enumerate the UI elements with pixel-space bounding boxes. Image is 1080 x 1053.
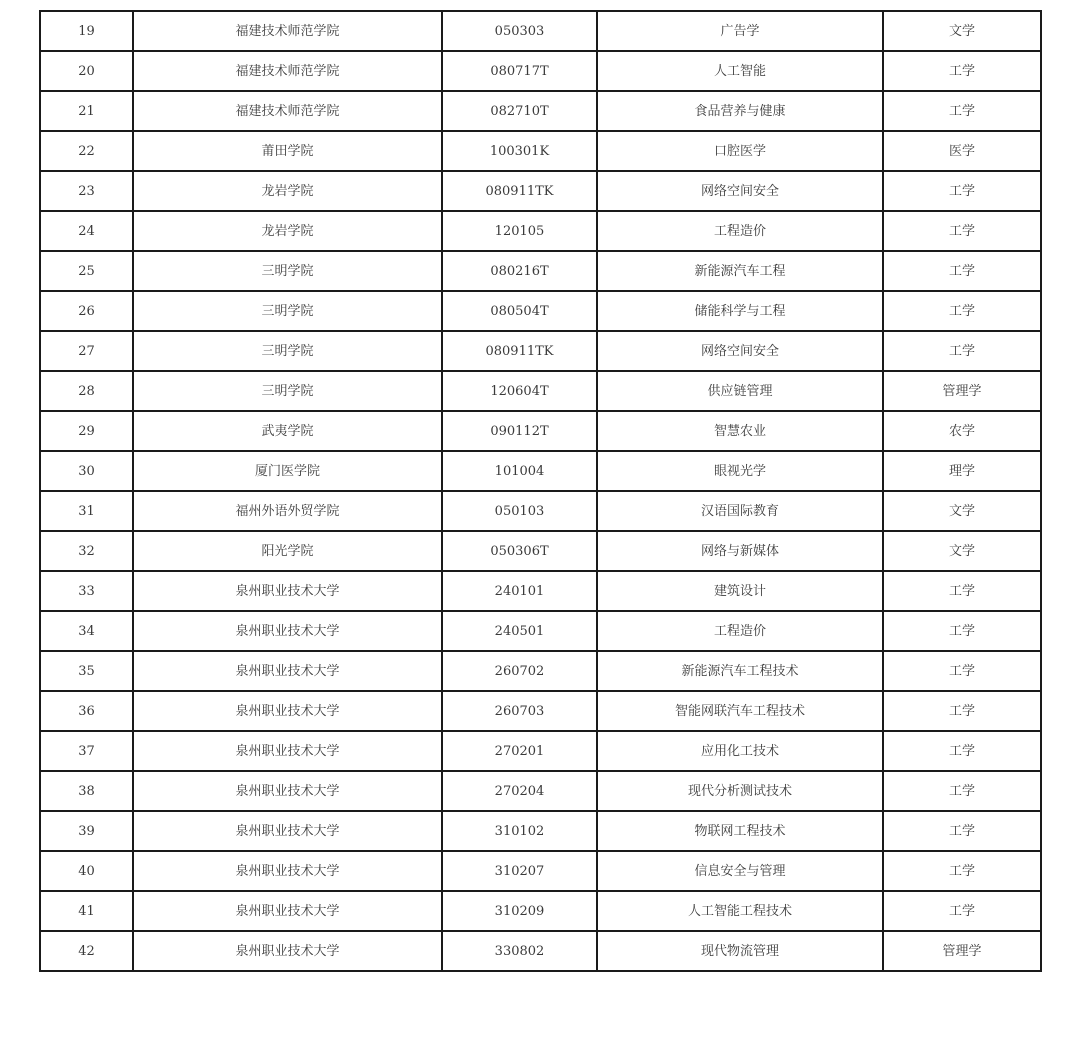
table-row — [40, 931, 1041, 971]
row-number-cell: 40 — [40, 851, 133, 891]
row-number-cell: 22 — [40, 131, 133, 171]
row-number-cell: 29 — [40, 411, 133, 451]
major-name-cell: 物联网工程技术 — [597, 811, 883, 851]
major-code-cell: 100301K — [442, 131, 597, 171]
table-row — [40, 571, 1041, 611]
school-name-cell: 泉州职业技术大学 — [133, 931, 442, 971]
major-code-cell: 080717T — [442, 51, 597, 91]
row-number-cell: 25 — [40, 251, 133, 291]
major-code-cell: 310207 — [442, 851, 597, 891]
row-number-cell: 38 — [40, 771, 133, 811]
school-name-cell: 福建技术师范学院 — [133, 51, 442, 91]
majors-table-body — [40, 11, 1041, 971]
discipline-category-cell: 理学 — [883, 451, 1041, 491]
table-row — [40, 731, 1041, 771]
major-code-cell: 080911TK — [442, 171, 597, 211]
major-name-cell: 现代物流管理 — [597, 931, 883, 971]
row-number-cell: 27 — [40, 331, 133, 371]
major-name-cell: 供应链管理 — [597, 371, 883, 411]
major-name-cell: 口腔医学 — [597, 131, 883, 171]
table-row — [40, 611, 1041, 651]
major-code-cell: 101004 — [442, 451, 597, 491]
school-name-cell: 泉州职业技术大学 — [133, 811, 442, 851]
major-name-cell: 网络与新媒体 — [597, 531, 883, 571]
major-code-cell: 120105 — [442, 211, 597, 251]
major-code-cell: 240101 — [442, 571, 597, 611]
table-row — [40, 51, 1041, 91]
major-name-cell: 工程造价 — [597, 611, 883, 651]
major-name-cell: 智能网联汽车工程技术 — [597, 691, 883, 731]
major-code-cell: 080911TK — [442, 331, 597, 371]
major-name-cell: 建筑设计 — [597, 571, 883, 611]
school-name-cell: 泉州职业技术大学 — [133, 731, 442, 771]
majors-table — [39, 10, 1042, 972]
major-name-cell: 现代分析测试技术 — [597, 771, 883, 811]
school-name-cell: 三明学院 — [133, 251, 442, 291]
major-code-cell: 310209 — [442, 891, 597, 931]
school-name-cell: 龙岩学院 — [133, 171, 442, 211]
discipline-category-cell: 管理学 — [883, 371, 1041, 411]
major-name-cell: 广告学 — [597, 11, 883, 51]
row-number-cell: 37 — [40, 731, 133, 771]
school-name-cell: 三明学院 — [133, 331, 442, 371]
table-row — [40, 251, 1041, 291]
discipline-category-cell: 医学 — [883, 131, 1041, 171]
school-name-cell: 泉州职业技术大学 — [133, 691, 442, 731]
row-number-cell: 39 — [40, 811, 133, 851]
major-name-cell: 智慧农业 — [597, 411, 883, 451]
table-row — [40, 771, 1041, 811]
major-name-cell: 人工智能 — [597, 51, 883, 91]
table-row — [40, 811, 1041, 851]
major-code-cell: 240501 — [442, 611, 597, 651]
major-name-cell: 工程造价 — [597, 211, 883, 251]
row-number-cell: 28 — [40, 371, 133, 411]
discipline-category-cell: 工学 — [883, 331, 1041, 371]
major-name-cell: 人工智能工程技术 — [597, 891, 883, 931]
row-number-cell: 41 — [40, 891, 133, 931]
school-name-cell: 泉州职业技术大学 — [133, 651, 442, 691]
table-row — [40, 691, 1041, 731]
major-code-cell: 270201 — [442, 731, 597, 771]
major-name-cell: 新能源汽车工程技术 — [597, 651, 883, 691]
discipline-category-cell: 文学 — [883, 531, 1041, 571]
school-name-cell: 三明学院 — [133, 291, 442, 331]
row-number-cell: 34 — [40, 611, 133, 651]
table-row — [40, 291, 1041, 331]
table-row — [40, 451, 1041, 491]
row-number-cell: 36 — [40, 691, 133, 731]
major-name-cell: 网络空间安全 — [597, 171, 883, 211]
school-name-cell: 泉州职业技术大学 — [133, 851, 442, 891]
discipline-category-cell: 工学 — [883, 291, 1041, 331]
table-row — [40, 531, 1041, 571]
school-name-cell: 福州外语外贸学院 — [133, 491, 442, 531]
discipline-category-cell: 工学 — [883, 91, 1041, 131]
row-number-cell: 24 — [40, 211, 133, 251]
discipline-category-cell: 工学 — [883, 51, 1041, 91]
row-number-cell: 19 — [40, 11, 133, 51]
table-row — [40, 651, 1041, 691]
major-code-cell: 090112T — [442, 411, 597, 451]
majors-table-container — [39, 10, 1040, 972]
discipline-category-cell: 工学 — [883, 731, 1041, 771]
school-name-cell: 莆田学院 — [133, 131, 442, 171]
major-code-cell: 270204 — [442, 771, 597, 811]
discipline-category-cell: 管理学 — [883, 931, 1041, 971]
school-name-cell: 武夷学院 — [133, 411, 442, 451]
major-name-cell: 网络空间安全 — [597, 331, 883, 371]
school-name-cell: 福建技术师范学院 — [133, 11, 442, 51]
table-row — [40, 891, 1041, 931]
row-number-cell: 20 — [40, 51, 133, 91]
row-number-cell: 26 — [40, 291, 133, 331]
school-name-cell: 阳光学院 — [133, 531, 442, 571]
major-name-cell: 新能源汽车工程 — [597, 251, 883, 291]
discipline-category-cell: 工学 — [883, 691, 1041, 731]
school-name-cell: 泉州职业技术大学 — [133, 571, 442, 611]
discipline-category-cell: 文学 — [883, 11, 1041, 51]
discipline-category-cell: 工学 — [883, 891, 1041, 931]
major-name-cell: 应用化工技术 — [597, 731, 883, 771]
major-code-cell: 080504T — [442, 291, 597, 331]
discipline-category-cell: 工学 — [883, 611, 1041, 651]
table-row — [40, 171, 1041, 211]
table-row — [40, 331, 1041, 371]
row-number-cell: 33 — [40, 571, 133, 611]
major-name-cell: 信息安全与管理 — [597, 851, 883, 891]
major-name-cell: 食品营养与健康 — [597, 91, 883, 131]
school-name-cell: 厦门医学院 — [133, 451, 442, 491]
major-code-cell: 120604T — [442, 371, 597, 411]
major-name-cell: 眼视光学 — [597, 451, 883, 491]
school-name-cell: 泉州职业技术大学 — [133, 611, 442, 651]
table-row — [40, 411, 1041, 451]
school-name-cell: 龙岩学院 — [133, 211, 442, 251]
major-name-cell: 储能科学与工程 — [597, 291, 883, 331]
table-row — [40, 371, 1041, 411]
discipline-category-cell: 农学 — [883, 411, 1041, 451]
row-number-cell: 23 — [40, 171, 133, 211]
school-name-cell: 三明学院 — [133, 371, 442, 411]
discipline-category-cell: 工学 — [883, 211, 1041, 251]
major-code-cell: 260703 — [442, 691, 597, 731]
row-number-cell: 42 — [40, 931, 133, 971]
row-number-cell: 31 — [40, 491, 133, 531]
row-number-cell: 32 — [40, 531, 133, 571]
major-code-cell: 310102 — [442, 811, 597, 851]
discipline-category-cell: 工学 — [883, 771, 1041, 811]
row-number-cell: 21 — [40, 91, 133, 131]
discipline-category-cell: 工学 — [883, 651, 1041, 691]
major-code-cell: 050103 — [442, 491, 597, 531]
table-row — [40, 11, 1041, 51]
discipline-category-cell: 工学 — [883, 251, 1041, 291]
discipline-category-cell: 文学 — [883, 491, 1041, 531]
row-number-cell: 35 — [40, 651, 133, 691]
major-code-cell: 082710T — [442, 91, 597, 131]
school-name-cell: 泉州职业技术大学 — [133, 771, 442, 811]
table-row — [40, 131, 1041, 171]
table-row — [40, 491, 1041, 531]
major-code-cell: 050303 — [442, 11, 597, 51]
major-code-cell: 080216T — [442, 251, 597, 291]
major-name-cell: 汉语国际教育 — [597, 491, 883, 531]
table-row — [40, 851, 1041, 891]
school-name-cell: 泉州职业技术大学 — [133, 891, 442, 931]
discipline-category-cell: 工学 — [883, 851, 1041, 891]
school-name-cell: 福建技术师范学院 — [133, 91, 442, 131]
discipline-category-cell: 工学 — [883, 811, 1041, 851]
discipline-category-cell: 工学 — [883, 171, 1041, 211]
major-code-cell: 260702 — [442, 651, 597, 691]
table-row — [40, 211, 1041, 251]
major-code-cell: 330802 — [442, 931, 597, 971]
discipline-category-cell: 工学 — [883, 571, 1041, 611]
major-code-cell: 050306T — [442, 531, 597, 571]
table-row — [40, 91, 1041, 131]
row-number-cell: 30 — [40, 451, 133, 491]
